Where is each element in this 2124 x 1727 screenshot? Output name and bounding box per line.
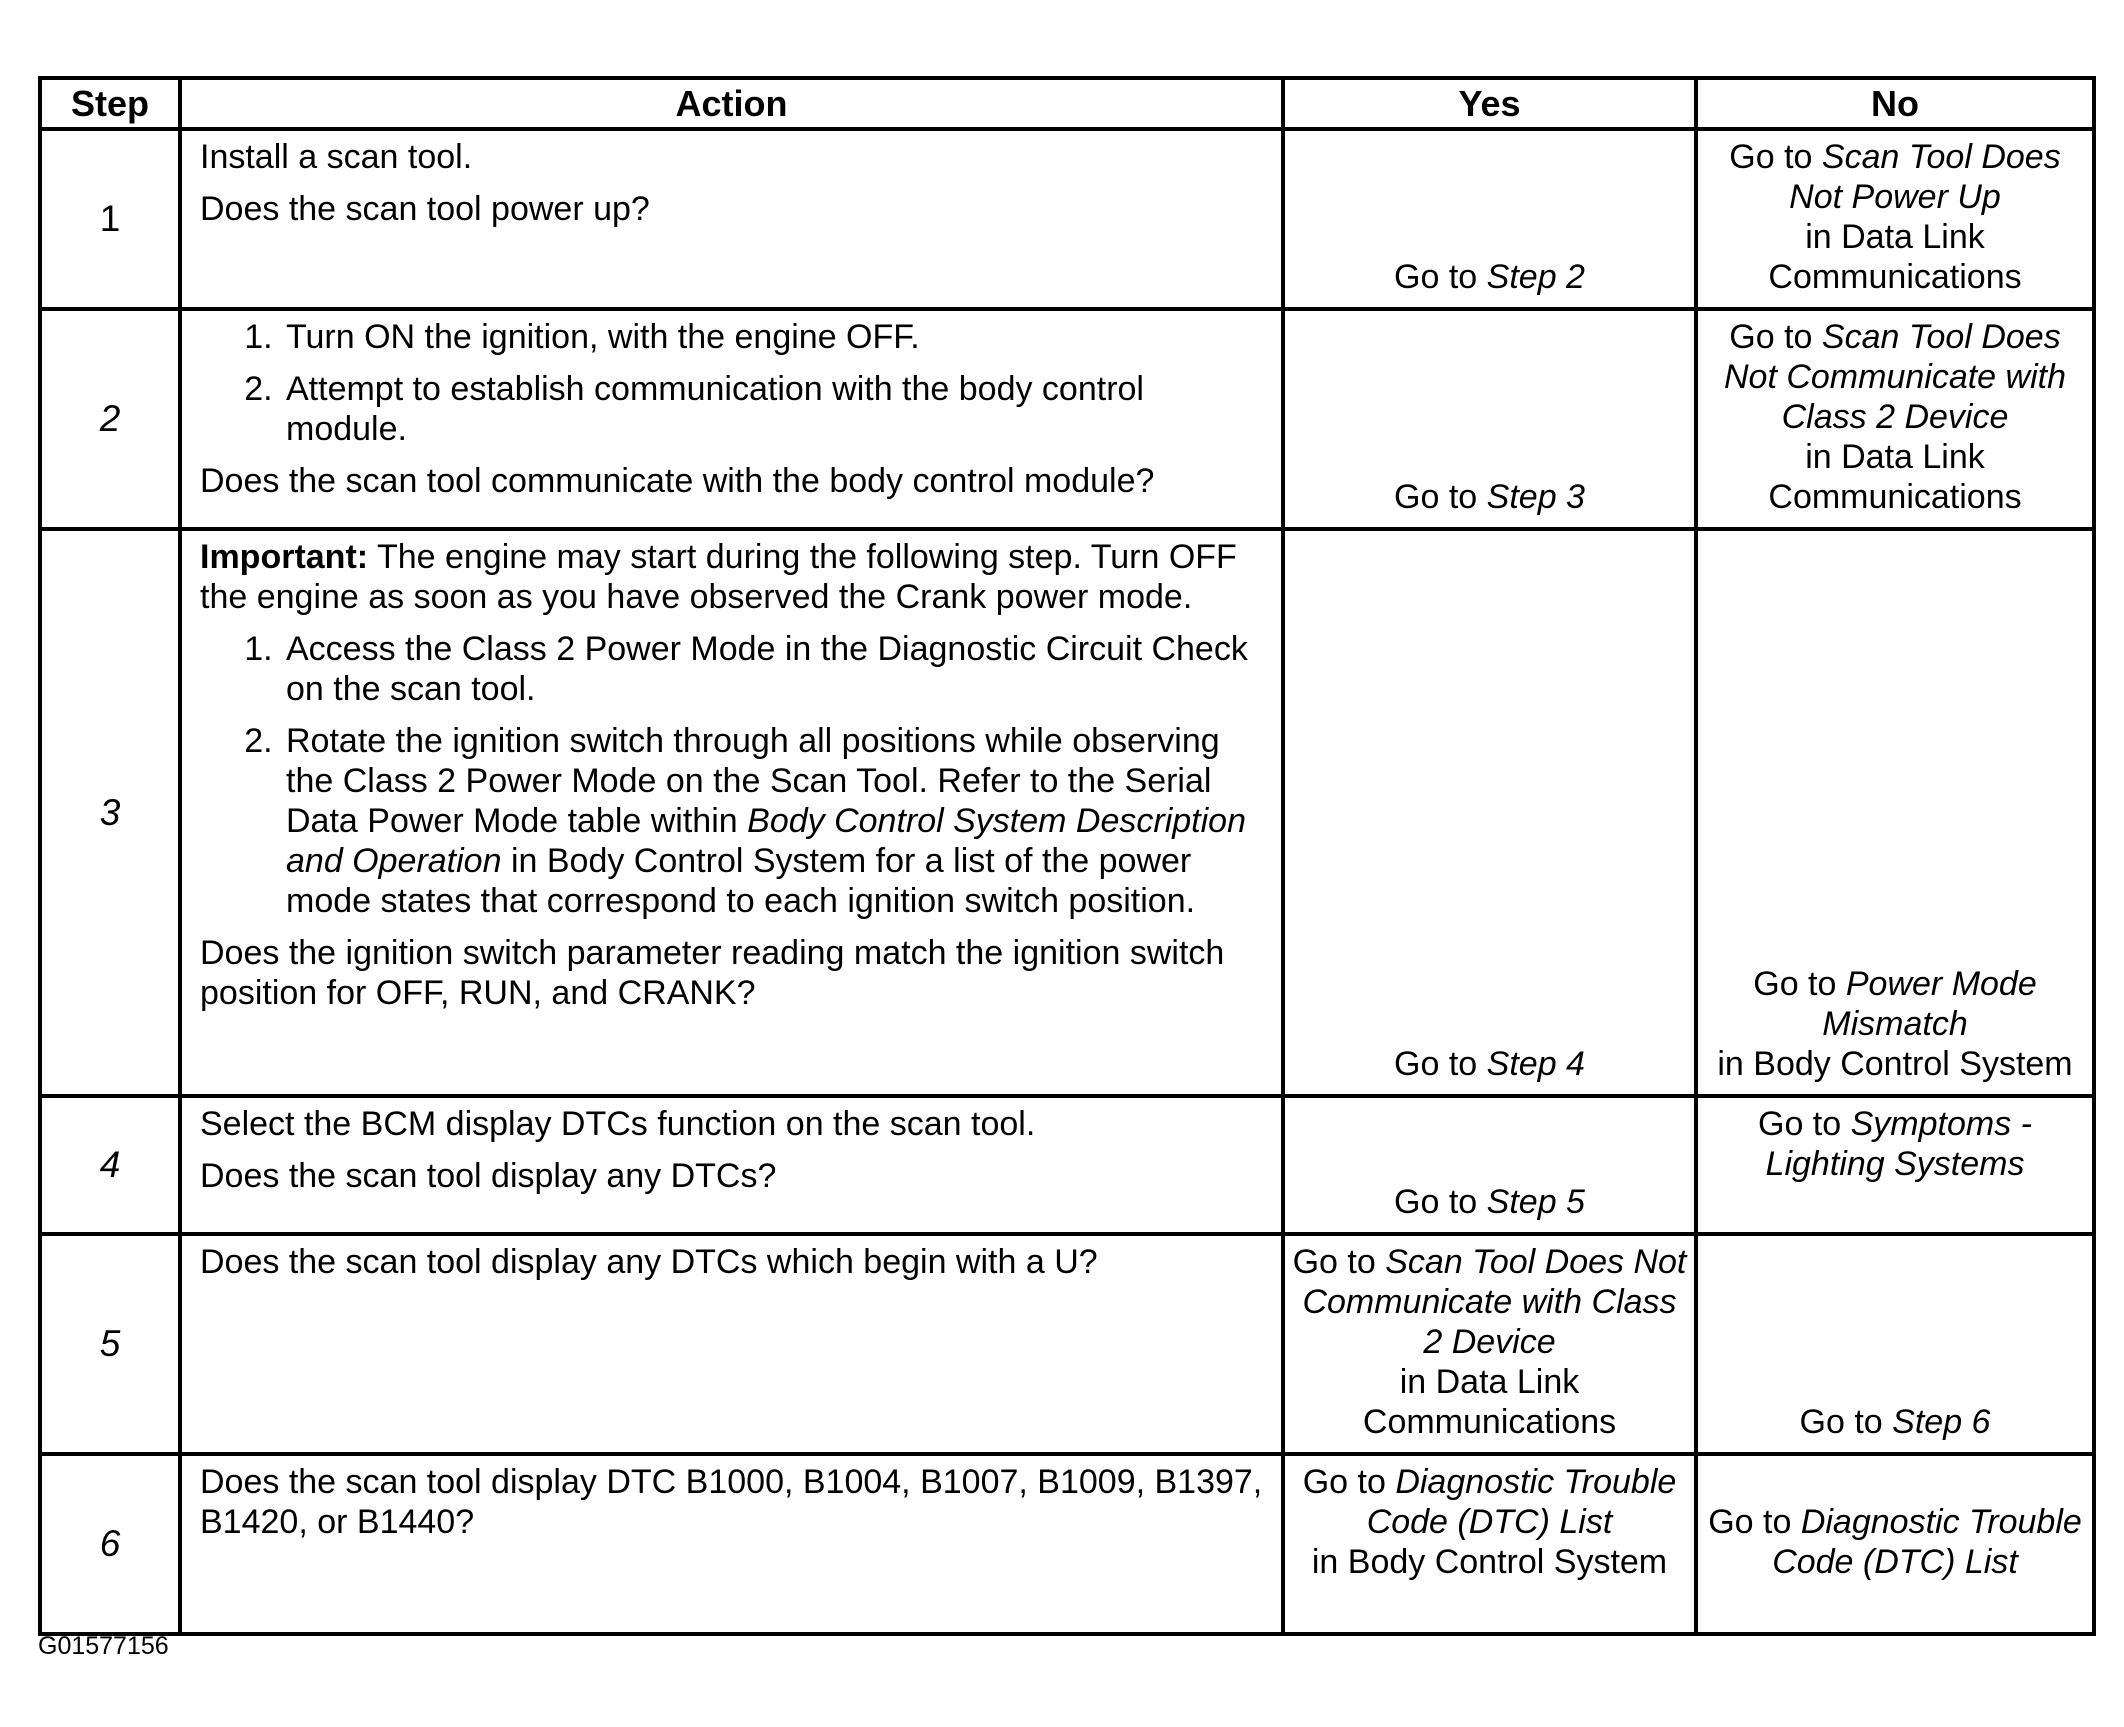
table-row <box>40 529 2094 1096</box>
action-step-1: 1. Turn ON the ignition, with the engine OFF. <box>282 317 1271 357</box>
yes-link[interactable]: Diagnostic Trouble Code (DTC) List <box>1366 1463 1677 1541</box>
action-cell <box>180 129 1283 309</box>
yes-cell <box>1283 309 1696 529</box>
header-no: No <box>1696 78 2094 129</box>
yes-cell <box>1283 1454 1696 1634</box>
table-row <box>40 1454 2094 1634</box>
header-row <box>40 78 2094 129</box>
no-goto: Go to <box>1708 1503 1792 1541</box>
action-cell <box>180 309 1283 529</box>
action-cell <box>180 1096 1283 1234</box>
yes-goto: Go to <box>1394 478 1478 516</box>
step-number: 1 <box>40 129 180 309</box>
no-goto: Go to <box>1799 1403 1883 1441</box>
action-step-1: 1. Access the Class 2 Power Mode in the Diagnostic Circuit Check on the scan tool. <box>282 629 1271 709</box>
action-question: Does the scan tool communicate with the body control module? <box>200 462 1155 500</box>
header-step: Step <box>40 78 180 129</box>
header-action: Action <box>180 78 1283 129</box>
no-cell <box>1696 129 2094 309</box>
header-yes: Yes <box>1283 78 1696 129</box>
no-cell <box>1696 309 2094 529</box>
yes-goto: Go to <box>1394 1045 1478 1083</box>
yes-cell <box>1283 129 1696 309</box>
no-link[interactable]: Power Mode Mismatch <box>1822 965 2037 1043</box>
yes-cell <box>1283 1096 1696 1234</box>
table-row <box>40 1234 2094 1454</box>
step-number: 2 <box>40 309 180 529</box>
action-question: Does the scan tool display any DTCs? <box>200 1157 777 1195</box>
yes-goto: Go to <box>1394 1183 1478 1221</box>
table-row <box>40 129 2094 309</box>
no-goto: Go to <box>1753 965 1837 1003</box>
yes-goto: Go to <box>1394 258 1478 296</box>
action-question: Does the scan tool display DTC B1000, B1004, B1007, B1009, B1397, B1420, or B1440? <box>200 1463 1263 1541</box>
no-location: in Data Link Communications <box>1768 438 2022 516</box>
action-cell <box>180 1234 1283 1454</box>
yes-location: in Body Control System <box>1311 1543 1668 1581</box>
no-link[interactable]: Symptoms - Lighting Systems <box>1765 1105 2032 1183</box>
no-goto: Go to <box>1729 138 1813 176</box>
action-question: Does the ignition switch parameter reading match the ignition switch position for OFF, RUN, and CRANK? <box>200 934 1225 1012</box>
no-link[interactable]: Scan Tool Does Not Communicate with Class 2 Device <box>1723 318 2066 436</box>
no-cell <box>1696 1454 2094 1634</box>
no-goto: Go to <box>1729 318 1813 356</box>
step-number: 5 <box>40 1234 180 1454</box>
yes-link[interactable]: Step 2 <box>1486 258 1585 296</box>
yes-link[interactable]: Scan Tool Does Not Communicate with Class 2 Device <box>1302 1243 1687 1361</box>
no-link[interactable]: Scan Tool Does Not Power Up <box>1789 138 2061 216</box>
no-goto: Go to <box>1758 1105 1842 1143</box>
action-step-2: 2. Attempt to establish communication with the body control module. <box>282 369 1271 449</box>
action-question: Does the scan tool power up? <box>200 190 650 228</box>
yes-link[interactable]: Step 4 <box>1486 1045 1585 1083</box>
diagnostic-table <box>38 76 2096 1636</box>
no-location: in Data Link Communications <box>1768 218 2022 296</box>
figure-id: G01577156 <box>38 1632 169 1660</box>
action-text: Install a scan tool. <box>200 138 473 176</box>
yes-cell <box>1283 1234 1696 1454</box>
no-link[interactable]: Diagnostic Trouble Code (DTC) List <box>1772 1503 2082 1581</box>
no-link[interactable]: Step 6 <box>1892 1403 1991 1441</box>
important-note <box>200 537 1271 617</box>
no-cell <box>1696 1096 2094 1234</box>
yes-link[interactable]: Step 5 <box>1486 1183 1585 1221</box>
action-text: Select the BCM display DTCs function on the scan tool. <box>200 1105 1036 1143</box>
step-number: 4 <box>40 1096 180 1234</box>
step-number: 3 <box>40 529 180 1096</box>
action-cell <box>180 1454 1283 1634</box>
no-cell <box>1696 529 2094 1096</box>
yes-link[interactable]: Step 3 <box>1486 478 1585 516</box>
table-row <box>40 1096 2094 1234</box>
yes-cell <box>1283 529 1696 1096</box>
table-row <box>40 309 2094 529</box>
important-text: The engine may start during the following step. Turn OFF the engine as soon as you have observed the Crank power mode. <box>200 538 1237 616</box>
action-step-2: 2. Rotate the ignition switch through all positions while observing the Class 2 Power Mode on the Scan Tool. Refer to the Serial Data Power Mode table within Body Control System Description and Operation in Body Control System for a list of the power mode states that correspond to each ignition switch position. <box>282 721 1271 921</box>
important-label: Important: <box>200 538 369 576</box>
no-location: in Body Control System <box>1717 1045 2073 1083</box>
yes-goto: Go to <box>1292 1243 1376 1281</box>
yes-location: in Data Link Communications <box>1362 1363 1617 1441</box>
yes-goto: Go to <box>1302 1463 1386 1501</box>
action-cell <box>180 529 1283 1096</box>
step-number: 6 <box>40 1454 180 1634</box>
no-cell <box>1696 1234 2094 1454</box>
action-question: Does the scan tool display any DTCs which begin with a U? <box>200 1243 1098 1281</box>
action-ref-link[interactable]: Body Control System Description and Operation <box>286 802 1247 880</box>
